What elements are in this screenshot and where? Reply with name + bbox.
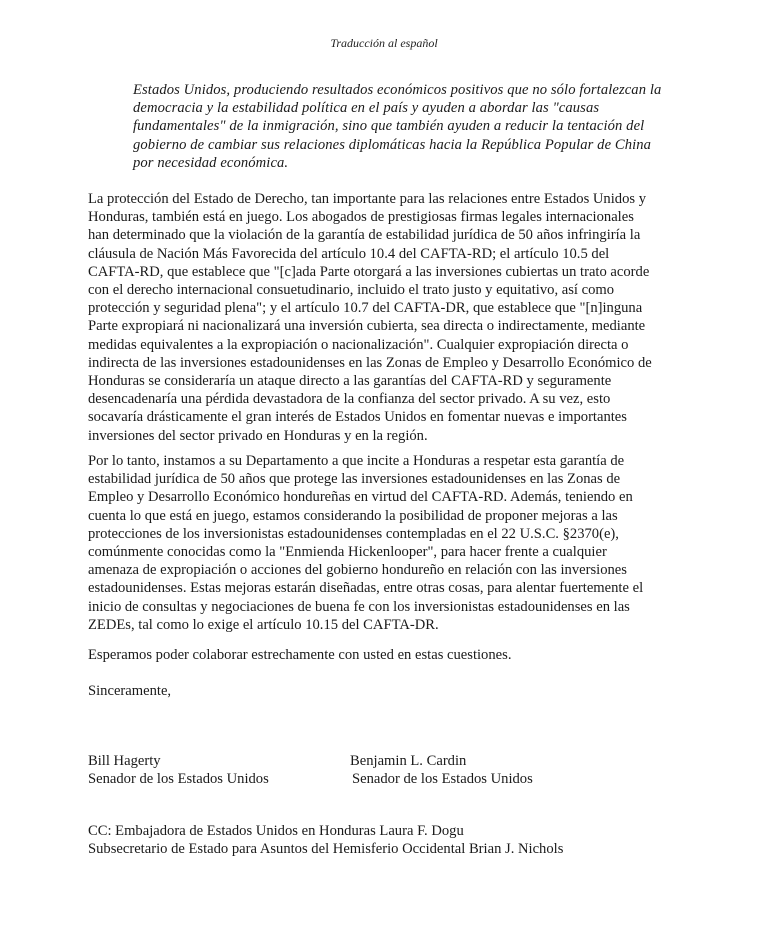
- paragraph-line: desencadenaría una pérdida devastadora de la confianza del sector privado. A su vez, esto: [88, 391, 611, 408]
- quote-block: [133, 81, 693, 172]
- paragraph-line: protecciones de los inversionistas estadounidenses contempladas en el 22 U.S.C. §2370(e),: [88, 525, 619, 542]
- header-note: Traducción al español: [330, 36, 438, 50]
- paragraph-line: cláusula de Nación Más Favorecida del artículo 10.4 del CAFTA-RD; el artículo 10.5 del: [88, 245, 610, 262]
- paragraph-line: comúnmente conocidas como la "Enmienda Hickenlooper", para hacer frente a cualquier: [88, 544, 607, 561]
- paragraph-line: amenaza de expropiación o acciones del gobierno hondureño en relación con las inversiones: [88, 562, 627, 579]
- paragraph-line: CAFTA-RD, que establece que "[c]ada Parte otorgará a las inversiones cubiertas un trato acorde: [88, 263, 650, 280]
- paragraph-request: [88, 452, 698, 634]
- paragraph-line: Honduras, también está en juego. Los abogados de prestigiosas firmas legales internacionales: [88, 209, 634, 226]
- paragraph-line: indirecta de las inversiones estadounidenses en las Zonas de Empleo y Desarrollo Económico de: [88, 354, 652, 371]
- signature-cardin: [350, 752, 533, 788]
- paragraph-line: con el derecho internacional consuetudinario, incluido el trato justo y equitativo, así como: [88, 282, 615, 299]
- paragraph-line: estadounidenses. Estas mejoras estarán diseñadas, entre otras cosas, para alentar fuertemente el: [88, 580, 644, 597]
- quote-line: Estados Unidos, produciendo resultados económicos positivos que no sólo fortalezcan la: [133, 82, 662, 98]
- paragraph-line: La protección del Estado de Derecho, tan importante para las relaciones entre Estados Unidos y: [88, 191, 647, 207]
- cc-block: [88, 822, 563, 858]
- quote-line: gobierno de cambiar sus relaciones diplomáticas hacia la República Popular de China: [133, 136, 652, 153]
- paragraph-line: Esperamos poder colaborar estrechamente con usted en estas cuestiones.: [88, 647, 512, 663]
- paragraph-line: estabilidad jurídica de 50 años que protege las inversiones estadounidenses en las Zonas de: [88, 471, 621, 488]
- paragraph-line: protección y seguridad plena"; y el artículo 10.7 del CAFTA-DR, que establece que "[n]inguna: [88, 300, 643, 317]
- paragraph-line: medidas equivalentes a la expropiación o nacionalización". Cualquier expropiación directa o: [88, 336, 629, 353]
- signer-title: Senador de los Estados Unidos: [88, 771, 269, 788]
- cc-line: Subsecretario de Estado para Asuntos del Hemisferio Occidental Brian J. Nichols: [88, 841, 564, 858]
- paragraph-line: cuenta lo que está en juego, estamos considerando la posibilidad de proponer mejoras a las: [88, 507, 618, 524]
- signer-title: Senador de los Estados Unidos: [352, 771, 533, 788]
- paragraph-line: Por lo tanto, instamos a su Departamento a que incite a Honduras a respetar esta garantía de: [88, 453, 625, 469]
- paragraph-line: socavaría drásticamente el gran interés de Estados Unidos en fomentar nuevas e importantes: [88, 409, 627, 426]
- cc-line: CC: Embajadora de Estados Unidos en Honduras Laura F. Dogu: [88, 823, 464, 839]
- signer-name: Bill Hagerty: [88, 753, 161, 769]
- paragraph-line: inicio de consultas y negociaciones de buena fe con los inversionistas estadounidenses en las: [88, 598, 630, 615]
- paragraph-line: inversiones del sector privado en Honduras y en la región.: [88, 427, 428, 444]
- quote-line: democracia y la estabilidad política en el país y ayuden a abordar las "causas: [133, 100, 600, 117]
- paragraph-line: Empleo y Desarrollo Económico hondureñas en virtud del CAFTA-RD. Además, teniendo en: [88, 489, 633, 506]
- signature-hagerty: [88, 752, 269, 788]
- quote-line: fundamentales" de la inmigración, sino que también ayuden a reducir la tentación del: [133, 118, 645, 135]
- signer-name: Benjamin L. Cardin: [350, 753, 467, 769]
- paragraph-line: Honduras se consideraría un ataque directo a las garantías del CAFTA-RD y seguramente: [88, 373, 612, 390]
- paragraph-line: Parte expropiará ni nacionalizará una inversión cubierta, sea directa o indirectamente, mediante: [88, 318, 646, 335]
- paragraph-line: ZEDEs, tal como lo exige el artículo 10.15 del CAFTA-DR.: [88, 616, 439, 633]
- paragraph-collaboration: [88, 646, 698, 664]
- paragraph-line: han determinado que la violación de la garantía de estabilidad jurídica de 50 años infringiría la: [88, 227, 641, 244]
- paragraph-rule-of-law: [88, 190, 698, 445]
- closing-salutation: Sinceramente,: [88, 683, 172, 699]
- quote-line: por necesidad económica.: [133, 154, 289, 171]
